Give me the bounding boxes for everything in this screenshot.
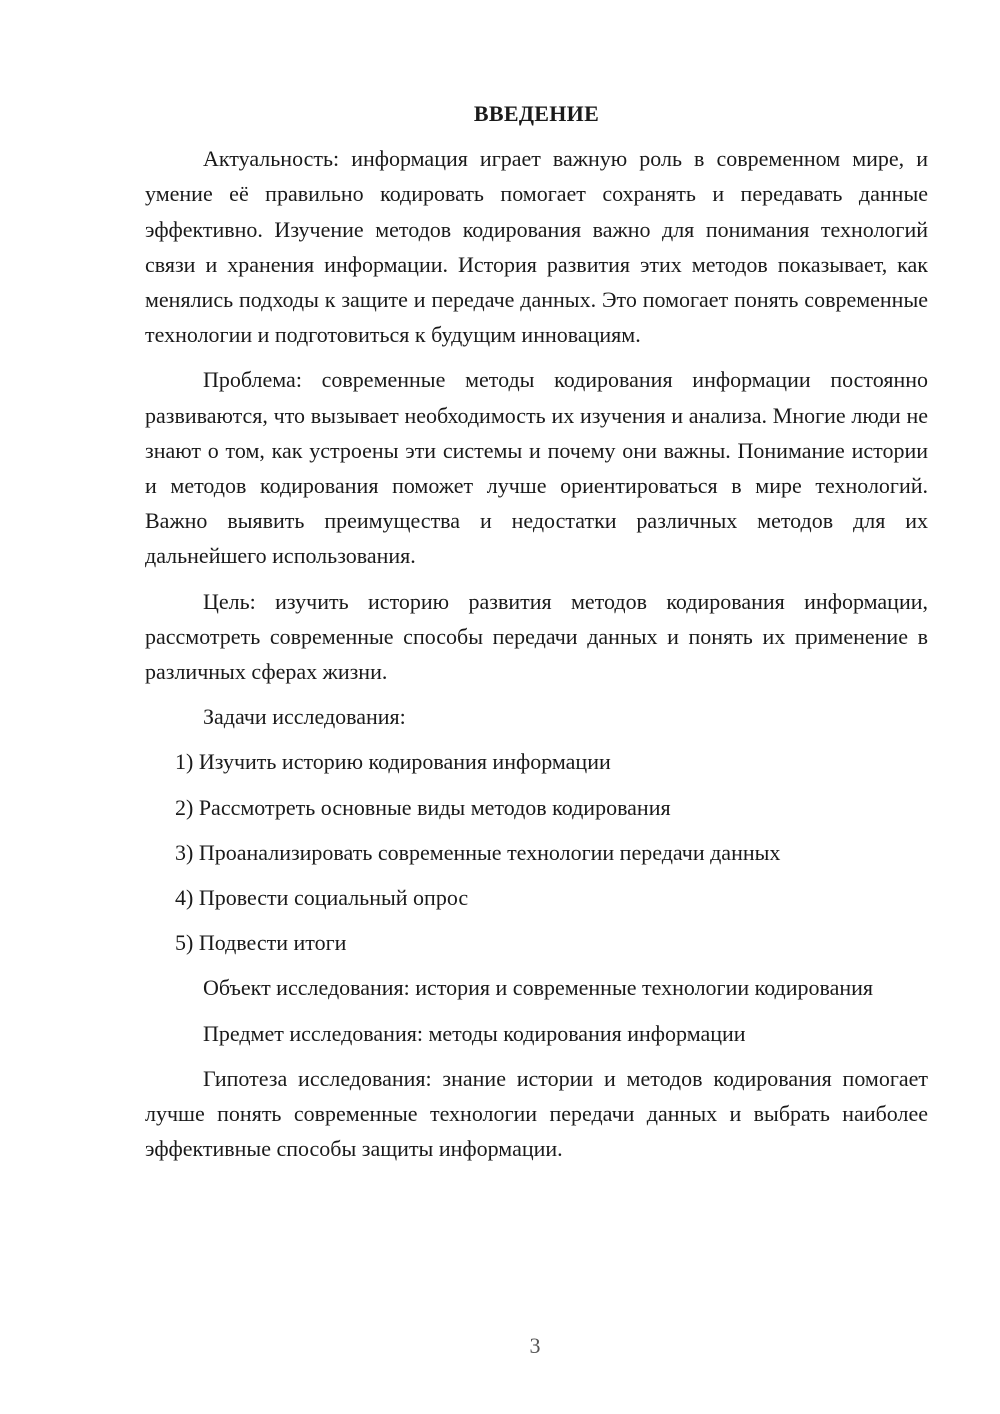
document-page [145,96,928,1176]
tasks-heading: Задачи исследования: [203,704,406,730]
list-item: 3) Проанализировать современные технологии передачи данных [175,839,781,865]
paragraph-goal: Цель: изучить историю развития методов кодирования информации, рассмотреть современные способы передачи данных и понять их применение в различных сферах жизни. [145,588,928,685]
paragraph-problem: Проблема: современные методы кодирования информации постоянно развиваются, что вызывает необходимость их изучения и анализа. Многие люди не знают о том, как устроены эти системы и почему они важны. Понимание истории и методов кодирования поможет лучше ориентироваться в мире технологий. Важно выявить преимущества и недостатки различных методов для их дальнейшего использования. [145,367,928,569]
list-item: 1) Изучить историю кодирования информации [175,749,611,775]
paragraph-object: Объект исследования: история и современные технологии кодирования [203,975,874,1001]
paragraph-hypothesis: Гипотеза исследования: знание истории и методов кодирования помогает лучше понять современные технологии передачи данных и выбрать наиболее эффективные способы защиты информации. [145,1065,928,1162]
paragraph-subject: Предмет исследования: методы кодирования информации [203,1020,746,1046]
section-title: ВВЕДЕНИЕ [473,101,600,126]
paragraph-relevance: Актуальность: информация играет важную роль в современном мире, и умение её правильно кодировать помогает сохранять и передавать данные эффективно. Изучение методов кодирования важно для понимания технологий связи и хранения информации. История развития этих методов показывает, как менялись подходы к защите и передаче данных. Это помогает понять современные технологии и подготовиться к будущим инновациям. [145,146,928,348]
list-item: 2) Рассмотреть основные виды методов кодирования [175,794,671,820]
list-item: 5) Подвести итоги [175,930,347,956]
page-number: 3 [529,1333,541,1358]
tasks-list [145,744,928,960]
list-item: 4) Провести социальный опрос [175,885,469,911]
